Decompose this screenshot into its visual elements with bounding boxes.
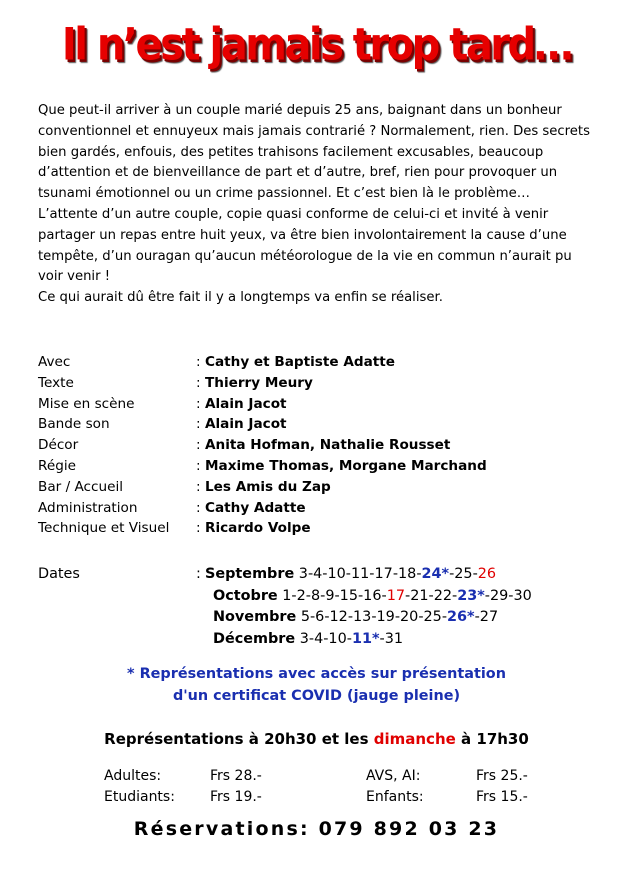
credit-colon: : [196, 395, 201, 412]
credit-role: Texte [38, 374, 74, 391]
credit-name: Ricardo Volpe [205, 520, 311, 537]
credit-name: Anita Hofman, Nathalie Rousset [205, 437, 451, 454]
credit-row [38, 373, 487, 394]
dates-section [38, 564, 532, 650]
credit-colon: : [196, 520, 201, 537]
dates-label: Dates [38, 566, 80, 582]
month-name: Septembre [205, 566, 295, 582]
sunday-date: 17 [386, 587, 405, 604]
credit-role: Décor [38, 437, 79, 454]
reservations-phone: Réservations: 079 892 03 23 [133, 818, 500, 840]
month-days: 3-4-10-11-17-18- [298, 566, 422, 582]
month-days: -29-30 [484, 587, 532, 604]
covid-date: 26* [447, 609, 475, 626]
synopsis-paragraph-3: Ce qui aurait dû être fait il y a longtemps va enfin se réaliser. [38, 290, 443, 306]
credit-colon: : [196, 374, 201, 391]
credit-name: Cathy et Baptiste Adatte [205, 354, 395, 370]
price-label: AVS, AI: [366, 768, 421, 784]
month-name: Octobre [213, 587, 278, 604]
credit-row [38, 498, 487, 519]
showtimes-text-end: à 17h30 [455, 730, 529, 748]
month-days: -31 [379, 630, 404, 647]
month-days: 3-4-10- [299, 630, 352, 647]
covid-notice-line-1: * Représentations avec accès sur présentation [127, 666, 506, 682]
credit-name: Thierry Meury [205, 374, 313, 391]
credit-colon: : [196, 437, 201, 454]
showtimes-sunday: dimanche [373, 730, 456, 748]
price-value: Frs 15.- [476, 788, 528, 805]
credit-role: Administration [38, 499, 138, 516]
credit-role: Bar / Accueil [38, 478, 124, 495]
credit-name: Les Amis du Zap [205, 478, 331, 495]
credit-row [38, 477, 487, 498]
credit-colon: : [196, 354, 201, 370]
month-line-december [205, 629, 532, 651]
month-days: -21-22- [405, 587, 458, 604]
showtimes [0, 730, 633, 748]
month-days: 5-6-12-13-19-20-25- [300, 609, 448, 626]
synopsis-paragraph-2: L’attente d’un autre couple, copie quasi conforme de celui-ci et invité à venir partager un repas entre huit yeux, va être bien involontairement la cause d’une tempête, d’un ouragan qu’aucun météorologue de la vie en commun n’aurait pu voir venir ! [38, 206, 572, 285]
credit-role: Bande son [38, 416, 110, 433]
month-days: 1-2-8-9-15-16- [282, 587, 387, 604]
credit-row [38, 394, 487, 415]
credit-role: Régie [38, 457, 76, 474]
month-name: Décembre [213, 630, 296, 647]
price-label: Etudiants: [104, 788, 175, 805]
credit-colon: : [196, 457, 201, 474]
price-label: Adultes: [104, 768, 162, 784]
credit-role: Avec [38, 354, 71, 370]
credit-name: Alain Jacot [205, 416, 287, 433]
credit-row [38, 435, 487, 456]
credit-colon: : [196, 478, 201, 495]
credit-name: Cathy Adatte [205, 499, 306, 516]
dates-lines [205, 564, 532, 650]
credit-row [38, 518, 487, 539]
dates-colon: : [196, 566, 201, 582]
price-row [104, 766, 528, 787]
price-value: Frs 28.- [210, 768, 262, 784]
month-name: Novembre [213, 609, 297, 626]
synopsis [38, 101, 598, 309]
sunday-date: 26 [477, 566, 497, 582]
dates-row [38, 564, 532, 650]
month-days: -27 [474, 609, 499, 626]
price-value: Frs 19.- [210, 788, 262, 805]
price-row [104, 787, 528, 808]
price-label: Enfants: [366, 788, 424, 805]
credit-colon: : [196, 499, 201, 516]
credit-colon: : [196, 416, 201, 433]
credit-row [38, 352, 487, 373]
credits-list [38, 352, 487, 539]
month-days: -25- [449, 566, 478, 582]
covid-date: 24* [421, 566, 450, 582]
credit-row [38, 414, 487, 435]
month-line-september [205, 564, 532, 586]
price-value: Frs 25.- [476, 768, 528, 784]
price-table [104, 766, 528, 807]
showtimes-text: Représentations à 20h30 et les [104, 730, 374, 748]
covid-notice-line-2: d'un certificat COVID (jauge pleine) [172, 687, 461, 704]
month-line-october [205, 586, 532, 608]
synopsis-paragraph-1: Que peut-il arriver à un couple marié depuis 25 ans, baignant dans un bonheur conventionnel et ennuyeux mais jamais contrarié ? Normalement, rien. Des secrets bien gardés, enfouis, des petites trahisons facilement excusables, beaucoup d’attention et de bienveillance de part et d’autre, bref, rien pour provoquer un tsunami émotionnel ou un crime passionnel. Et c’est bien là le problème… [38, 103, 590, 202]
month-line-november [205, 607, 532, 629]
credit-role: Technique et Visuel [38, 520, 170, 537]
credit-row [38, 456, 487, 477]
covid-notice [0, 664, 633, 707]
credit-name: Alain Jacot [205, 395, 287, 412]
credit-role: Mise en scène [38, 395, 135, 412]
credit-name: Maxime Thomas, Morgane Marchand [205, 457, 487, 474]
covid-date: 23* [457, 587, 485, 604]
poster-title: Il n’est jamais trop tard… [61, 19, 572, 71]
covid-date: 11* [351, 630, 380, 647]
